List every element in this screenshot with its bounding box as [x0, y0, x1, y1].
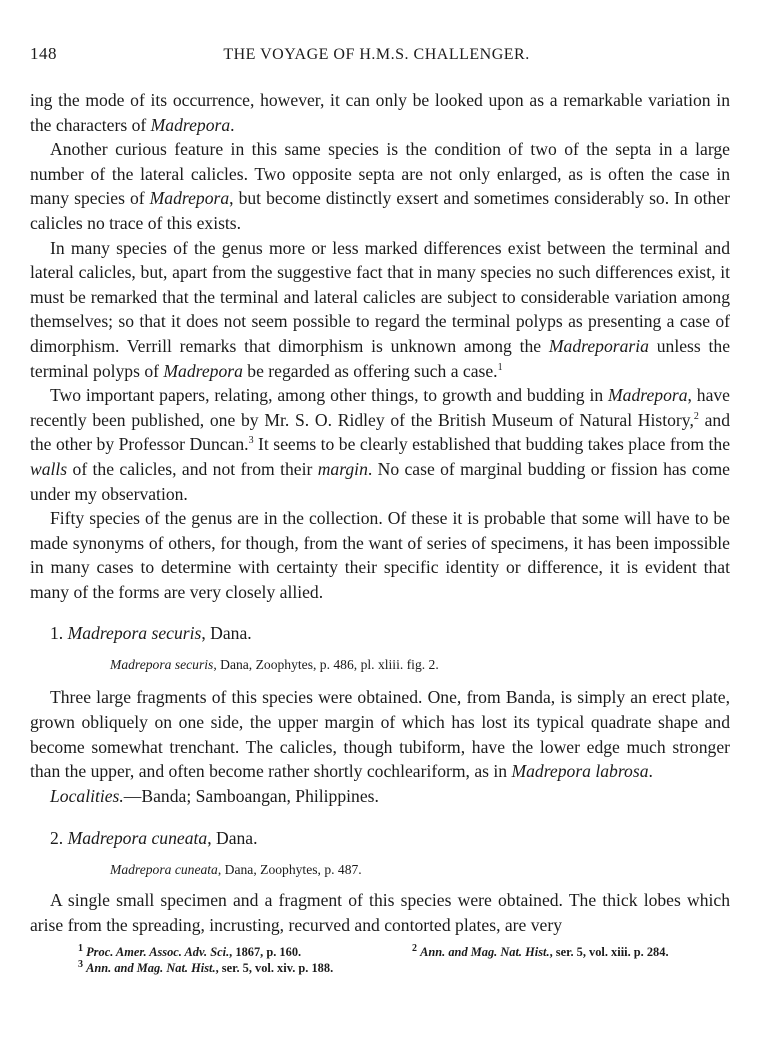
page-number: 148	[30, 44, 57, 63]
synonymy-cuneata: Madrepora cuneata, Dana, Zoophytes, p. 487.	[110, 862, 362, 878]
localities-securis: Localities.—Banda; Samboangan, Philippines.	[50, 785, 379, 806]
description-cuneata: A single small specimen and a fragment of this species were obtained. The thick lobes which arise from the spreading, incrusting, recurved and contorted plates, are very	[30, 890, 730, 936]
paragraph-budding: Two important papers, relating, among other things, to growth and budding in Madrepora, have recently been published, one by Mr. S. O. Ridley of the British Museum of Natural History,$^2$ and the other by Professor Duncan.$^3$ It seems to be clearly established that budding takes place from the walls of the calicles, and not from their margin. No case of marginal budding or fission has come under my observation.	[30, 385, 731, 504]
synonymy-securis: Madrepora securis, Dana, Zoophytes, p. 486, pl. xliii. fig. 2.	[110, 657, 439, 673]
page	[30, 44, 730, 976]
species-heading-cuneata: 2. Madrepora cuneata, Dana.	[50, 828, 258, 849]
species-heading-securis: 1. Madrepora securis, Dana.	[50, 623, 252, 644]
footnote-ref-3: 3	[248, 435, 254, 447]
footnote-ref-1: 1	[497, 361, 503, 373]
body-text	[30, 88, 730, 976]
paragraph-fifty-species: Fifty species of the genus are in the collection. Of these it is probable that some will have to be made synonyms of others, for though, from the want of series of specimens, it has been impossible in many cases to determine with certainty their specific identity or difference, it is evident that many of the forms are very closely allied.	[30, 508, 730, 602]
footnotes	[30, 944, 730, 976]
paragraph-dimorphism: In many species of the genus more or less marked differences exist between the terminal and lateral calicles, but, apart from the suggestive fact that in many species no such differences exist, it must be remarked that the terminal and lateral calicles are subject to considerable variation among themselves; so that it does not seem possible to regard the terminal polyps as presenting a case of dimorphism. Verrill remarks that dimorphism is unknown among the Madreporaria unless the terminal polyps of Madrepora be regarded as offering such a case.$^1$	[30, 237, 731, 381]
running-title: THE VOYAGE OF H.M.S. CHALLENGER.	[223, 46, 530, 63]
paragraph-continuation: ing the mode of its occurrence, however, it can only be looked upon as a remarkable variation in the characters of Madrepora.	[30, 90, 730, 135]
footnote-3: $^3$ Ann. and Mag. Nat. Hist., ser. 5, vol. xiv. p. 188.	[78, 958, 334, 975]
paragraph-septa: Another curious feature in this same species is the condition of two of the septa in a large number of the lateral calicles. Two opposite septa are not only enlarged, as is often the case in many species of Madrepora, but become distinctly exsert and sometimes considerably so. In other calicles no trace of this exists.	[30, 139, 730, 233]
running-head	[30, 44, 730, 70]
footnote-2: $^2$ Ann. and Mag. Nat. Hist., ser. 5, vol. xiii. p. 284.	[412, 942, 669, 959]
footnote-ref-2: 2	[693, 410, 699, 422]
footnote-1: $^1$ Proc. Amer. Assoc. Adv. Sci., 1867, p. 160.	[78, 942, 302, 959]
description-securis: Three large fragments of this species were obtained. One, from Banda, is simply an erect plate, grown obliquely on one side, the upper margin of which has lost its typical quadrate shape and become somewhat trenchant. The calicles, though tubiform, have the lower edge much stronger than the upper, and often become rather shortly cochleariform, as in Madrepora labrosa.	[30, 687, 730, 782]
